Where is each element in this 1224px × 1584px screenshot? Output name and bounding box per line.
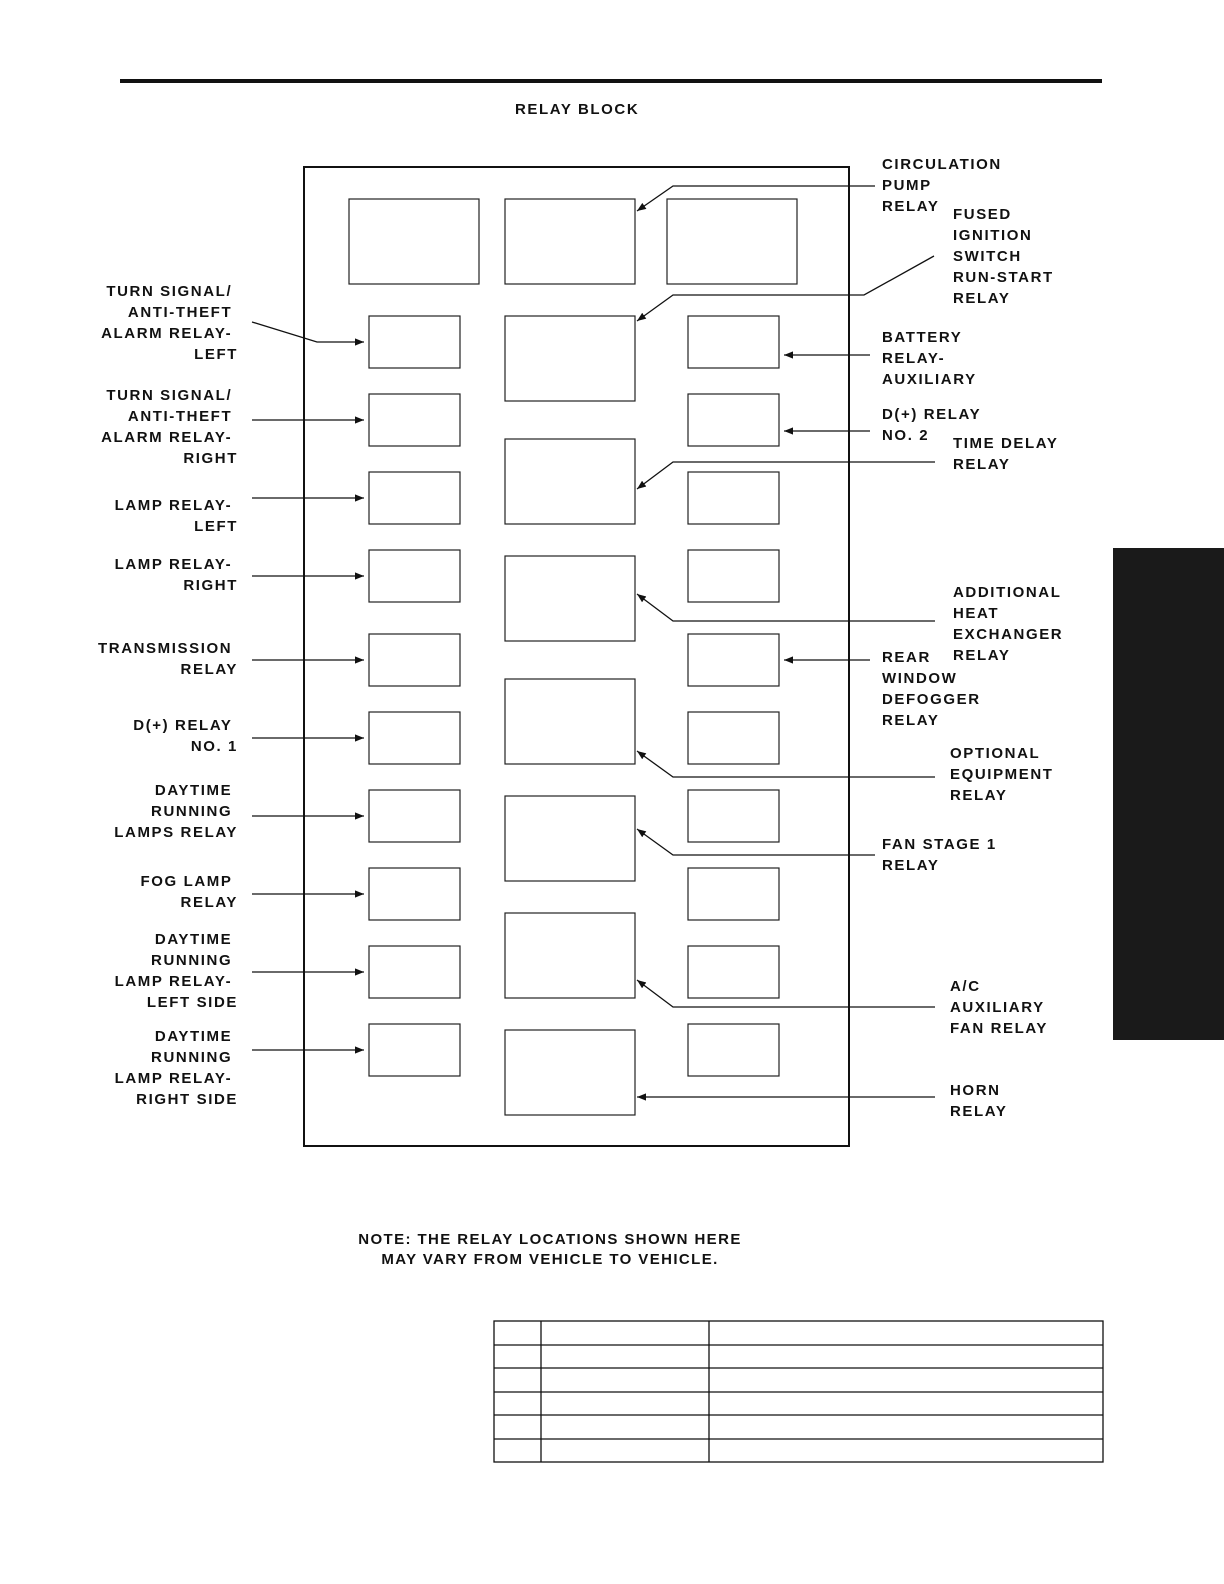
- label-transmission-relay: TRANSMISSION RELAY: [98, 640, 238, 678]
- empty-table: [494, 1321, 1103, 1462]
- relay-slot: [688, 868, 779, 920]
- relay-slot: [505, 913, 635, 998]
- note-line-1: NOTE: THE RELAY LOCATIONS SHOWN HERE: [358, 1231, 742, 1248]
- right-labels: [882, 156, 1069, 1120]
- relay-slot: [688, 790, 779, 842]
- label-circulation-pump-relay: CIRCULATION PUMP RELAY: [882, 156, 1002, 215]
- label-time-delay-relay: TIME DELAY RELAY: [953, 435, 1059, 473]
- label-daytime-running-lamps-relay: DAYTIME RUNNING LAMPS RELAY: [114, 782, 238, 841]
- relay-slot: [369, 790, 460, 842]
- relay-slot: [667, 199, 797, 284]
- relay-slot: [369, 1024, 460, 1076]
- relay-slot: [369, 634, 460, 686]
- label-battery-relay-auxiliary: BATTERY RELAY- AUXILIARY: [882, 329, 977, 388]
- page-title: RELAY BLOCK: [515, 101, 640, 118]
- relay-slot: [349, 199, 479, 284]
- relay-slot: [505, 1030, 635, 1115]
- relay-slot: [369, 868, 460, 920]
- relay-slot: [369, 946, 460, 998]
- relay-slot: [688, 316, 779, 368]
- relay-slot: [505, 556, 635, 641]
- relay-slot: [688, 634, 779, 686]
- label-optional-equipment-relay: OPTIONAL EQUIPMENT RELAY: [950, 745, 1054, 804]
- label-lamp-relay-left: LAMP RELAY- LEFT: [114, 497, 238, 535]
- label-fused-ignition-relay: FUSED IGNITION SWITCH RUN-START RELAY: [953, 206, 1054, 307]
- relay-slot: [688, 394, 779, 446]
- relay-slot: [505, 796, 635, 881]
- label-d-plus-relay-no1: D(+) RELAY NO. 1: [133, 717, 238, 755]
- relay-slot: [505, 199, 635, 284]
- left-labels: [98, 283, 238, 1108]
- relay-slot: [369, 712, 460, 764]
- note-line-2: MAY VARY FROM VEHICLE TO VEHICLE.: [381, 1251, 719, 1268]
- label-horn-relay: HORN RELAY: [950, 1082, 1008, 1120]
- relay-slot: [505, 316, 635, 401]
- label-turn-signal-left: TURN SIGNAL/ ANTI-THEFT ALARM RELAY- LEFT: [101, 283, 238, 363]
- label-turn-signal-right: TURN SIGNAL/ ANTI-THEFT ALARM RELAY- RIGHT: [101, 387, 238, 467]
- relay-slot: [688, 1024, 779, 1076]
- label-drl-right-side: DAYTIME RUNNING LAMP RELAY- RIGHT SIDE: [114, 1028, 238, 1108]
- label-rear-window-defogger-relay: REAR WINDOW DEFOGGER RELAY: [882, 649, 981, 729]
- label-d-plus-relay-no2: D(+) RELAY NO. 2: [882, 406, 981, 444]
- label-fan-stage-1-relay: FAN STAGE 1 RELAY: [882, 836, 997, 874]
- relay-slot: [688, 550, 779, 602]
- label-ac-auxiliary-fan-relay: A/C AUXILIARY FAN RELAY: [950, 978, 1049, 1037]
- label-drl-left-side: DAYTIME RUNNING LAMP RELAY- LEFT SIDE: [114, 931, 238, 1011]
- relay-slot: [369, 316, 460, 368]
- label-fog-lamp-relay: FOG LAMP RELAY: [140, 873, 238, 911]
- label-additional-heat-exchanger-relay: ADDITIONAL HEAT EXCHANGER RELAY: [953, 584, 1064, 664]
- relay-slot: [688, 712, 779, 764]
- relay-slot: [505, 679, 635, 764]
- relay-slot: [505, 439, 635, 524]
- label-lamp-relay-right: LAMP RELAY- RIGHT: [114, 556, 238, 594]
- relay-slot: [688, 472, 779, 524]
- relay-slot: [369, 394, 460, 446]
- relay-slot: [369, 472, 460, 524]
- relay-slot: [688, 946, 779, 998]
- relay-slot: [369, 550, 460, 602]
